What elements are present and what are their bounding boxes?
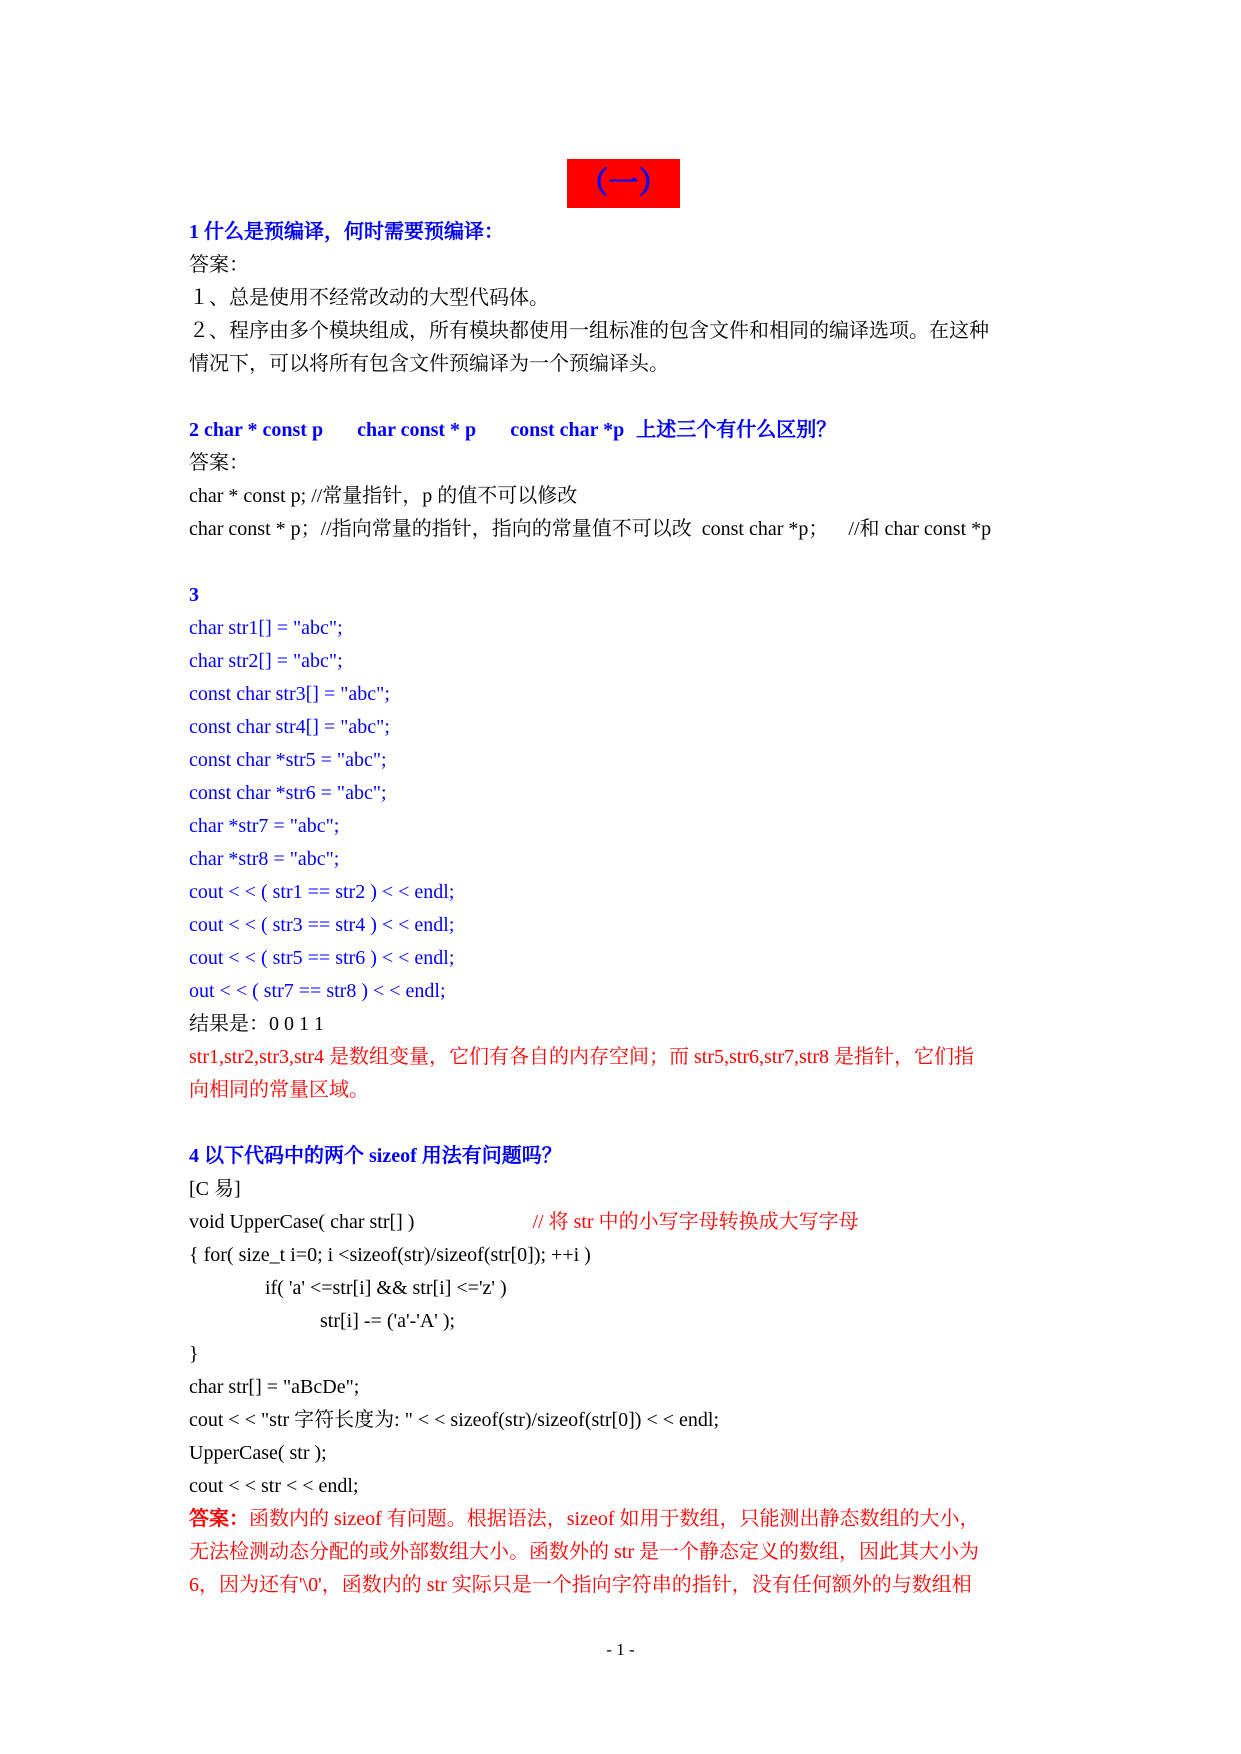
code-line: char str1[] = "abc"; [189,617,343,639]
code-line [189,1206,1069,1239]
answer-line: ２、程序由多个模块组成，所有模块都使用一组标准的包含文件和相同的编译选项。在这种 [189,320,989,342]
question-2-part: 上述三个有什么区别？ [636,419,837,441]
explanation-line: 向相同的常量区域。 [189,1079,369,1101]
answer-line [189,513,1069,546]
result-line: 结果是：0 0 1 1 [189,1013,324,1035]
question-2 [189,414,1069,447]
answer-line: 无法检测动态分配的或外部数组大小。函数外的 str 是一个静态定义的数组，因此其大小为 [189,1541,979,1563]
code-line: const char *str5 = "abc"; [189,749,387,771]
page-number: - 1 - [606,1640,635,1659]
code-line: cout < < ( str5 == str6 ) < < endl; [189,947,455,969]
code-line: char str[] = "aBcDe"; [189,1376,360,1398]
answer-line: char * const p; //常量指针，p 的值不可以修改 [189,485,578,507]
code-line: out < < ( str7 == str8 ) < < endl; [189,980,446,1002]
document-body [189,216,1069,1602]
code-comment: // 将 str 中的小写字母转换成大写字母 [532,1211,859,1233]
question-1: 1 什么是预编译，何时需要预编译： [189,221,504,243]
section-title-box [567,159,680,208]
answer-label: 答案： [189,452,249,474]
code-line: const char *str6 = "abc"; [189,782,387,804]
answer-line [189,1503,1069,1536]
answer-line-part: //和 char const *p [848,518,992,540]
question-2-part: const char *p [510,419,625,441]
answer-line: １、总是使用不经常改动的大型代码体。 [189,287,549,309]
question-3: 3 [189,584,199,606]
code-line: cout < < str < < endl; [189,1475,359,1497]
question-2-part: 2 char * const p [189,419,324,441]
answer-label: 答案： [189,254,249,276]
code-line: const char str4[] = "abc"; [189,716,390,738]
answer-line: 6，因为还有'\0'，函数内的 str 实际只是一个指向字符串的指针，没有任何额外的与数组相 [189,1574,972,1596]
code-line: cout < < ( str1 == str2 ) < < endl; [189,881,455,903]
answer-line-part: const char *p； [701,518,829,540]
code-line: cout < < ( str3 == str4 ) < < endl; [189,914,455,936]
answer-line: 情况下，可以将所有包含文件预编译为一个预编译头。 [189,353,669,375]
difficulty-tag: [C 易] [189,1178,241,1200]
question-2-part: char const * p [357,419,477,441]
code-line: } [189,1343,199,1365]
answer-line-part: char const * p；//指向常量的指针，指向的常量值不可以改 [189,518,692,540]
code-line: char str2[] = "abc"; [189,650,343,672]
explanation-line: str1,str2,str3,str4 是数组变量，它们有各自的内存空间；而 str5,str6,str7,str8 是指针，它们指 [189,1046,974,1068]
code-line: str[i] -= ('a'-'A' ); [320,1310,456,1332]
code-line: UpperCase( str ); [189,1442,327,1464]
section-title: （一） [578,166,669,200]
code-line: char *str7 = "abc"; [189,815,340,837]
answer-label: 答案： [189,1508,249,1530]
answer-text: 函数内的 sizeof 有问题。根据语法，sizeof 如用于数组，只能测出静态数组的大小， [249,1508,980,1530]
function-signature: void UpperCase( char str[] ) [189,1211,415,1233]
code-line: { for( size_t i=0; i <sizeof(str)/sizeof(str[0]); ++i ) [189,1244,591,1266]
code-line: if( 'a' <=str[i] && str[i] <='z' ) [265,1277,507,1299]
code-line: cout < < "str 字符长度为: " < < sizeof(str)/sizeof(str[0]) < < endl; [189,1409,720,1431]
code-line: const char str3[] = "abc"; [189,683,390,705]
code-line: char *str8 = "abc"; [189,848,340,870]
question-4: 4 以下代码中的两个 sizeof 用法有问题吗？ [189,1145,562,1167]
